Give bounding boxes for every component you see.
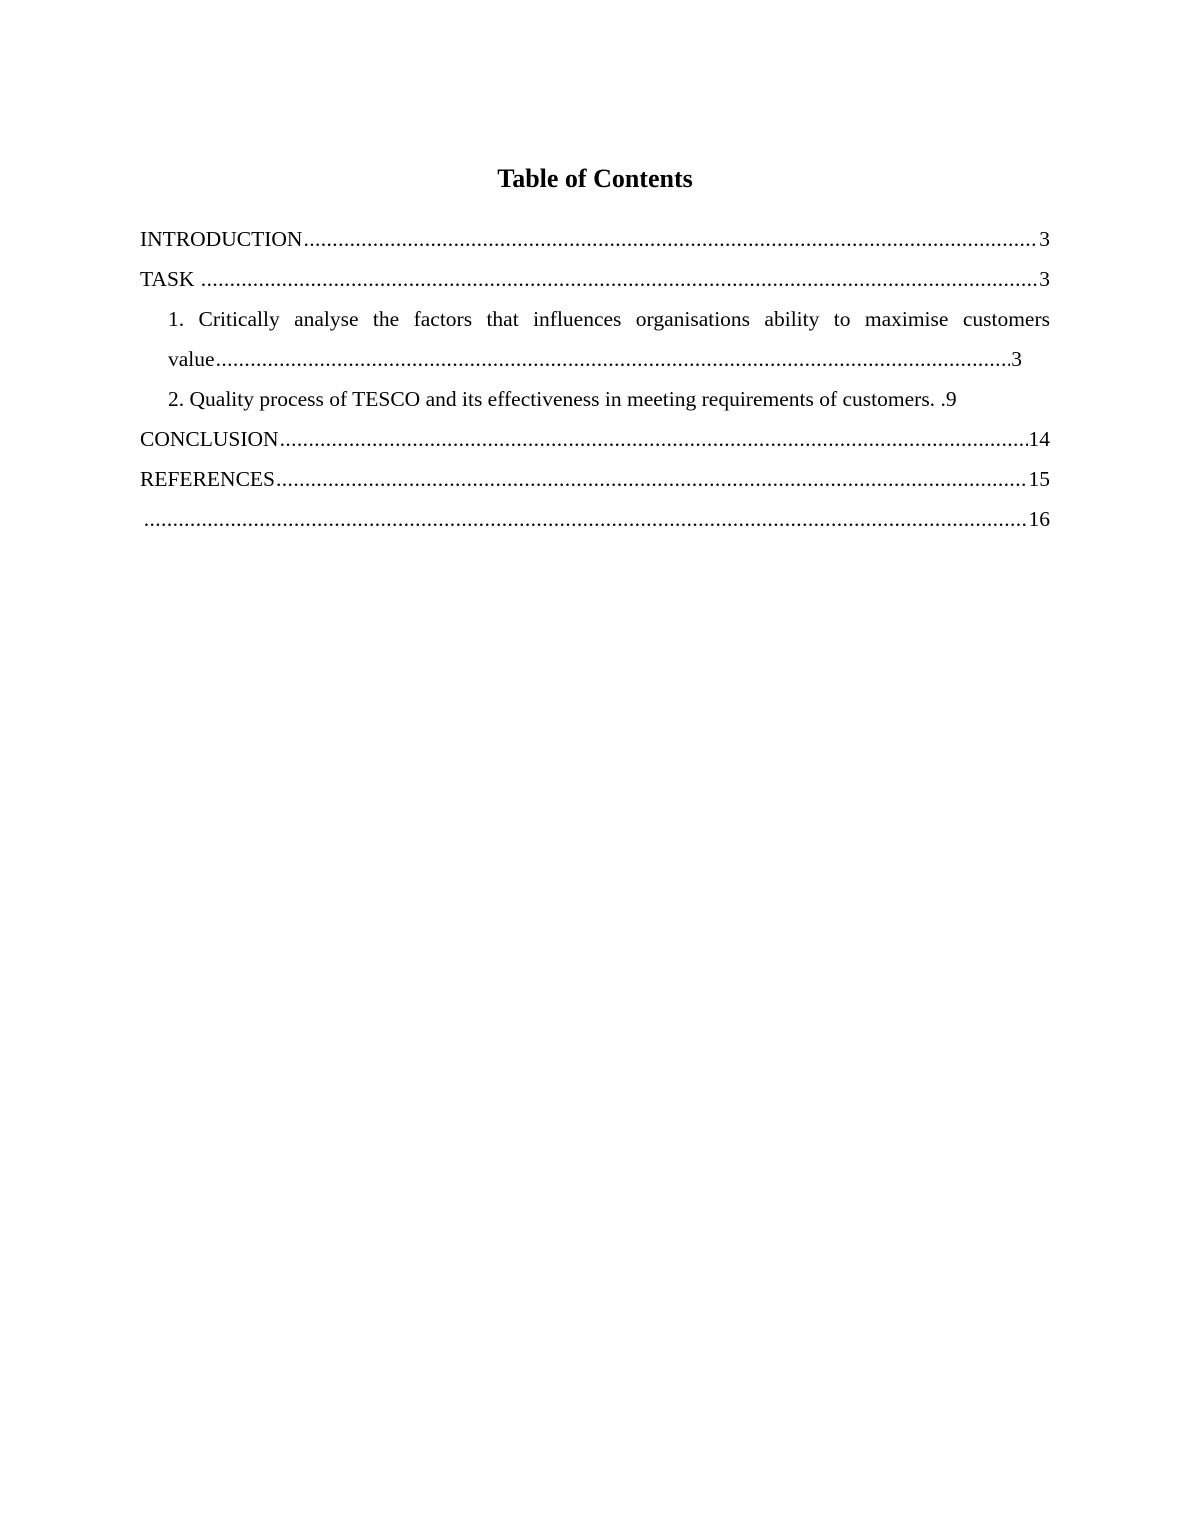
toc-entry-page: 3 [1039, 227, 1050, 251]
toc-entry-page: 3 [1011, 347, 1022, 371]
toc-entry-page: 15 [1028, 467, 1050, 491]
toc-leader-dots [280, 419, 1028, 459]
toc-entry-task-2[interactable] [140, 379, 1050, 419]
toc-entry-task[interactable] [140, 259, 1050, 299]
toc-entry-label: 2. Quality process of TESCO and its effectiveness in meeting requirements of customers. [168, 387, 941, 411]
toc-entry-page: 14 [1028, 427, 1050, 451]
toc-entry-label: TASK [140, 267, 200, 291]
toc-entry-task-1[interactable] [140, 299, 1050, 379]
toc-entry-page: 16 [1028, 507, 1050, 531]
toc-list [140, 219, 1050, 539]
toc-entry-references[interactable] [140, 459, 1050, 499]
toc-leader-dots [303, 219, 1038, 259]
toc-leader-dots [144, 499, 1028, 539]
toc-entry-label: INTRODUCTION [140, 227, 303, 251]
toc-leader-dots [216, 339, 1011, 379]
toc-entry-label: REFERENCES [140, 467, 275, 491]
toc-entry-line2 [168, 339, 1022, 379]
toc-entry-untitled[interactable] [140, 499, 1050, 539]
toc-title: Table of Contents [497, 164, 693, 193]
toc-entry-conclusion[interactable] [140, 419, 1050, 459]
toc-leader-dots [276, 459, 1028, 499]
toc-entry-label-line1: 1. Critically analyse the factors that influences organisations ability to maximise customers [168, 307, 1050, 331]
toc-leader-dots [201, 259, 1038, 299]
toc-entry-introduction[interactable] [140, 219, 1050, 259]
toc-entry-label-line2: value [168, 347, 215, 371]
toc-entry-page: 3 [1039, 267, 1050, 291]
toc-entry-page: .9 [940, 387, 957, 411]
toc-entry-label: CONCLUSION [140, 427, 279, 451]
